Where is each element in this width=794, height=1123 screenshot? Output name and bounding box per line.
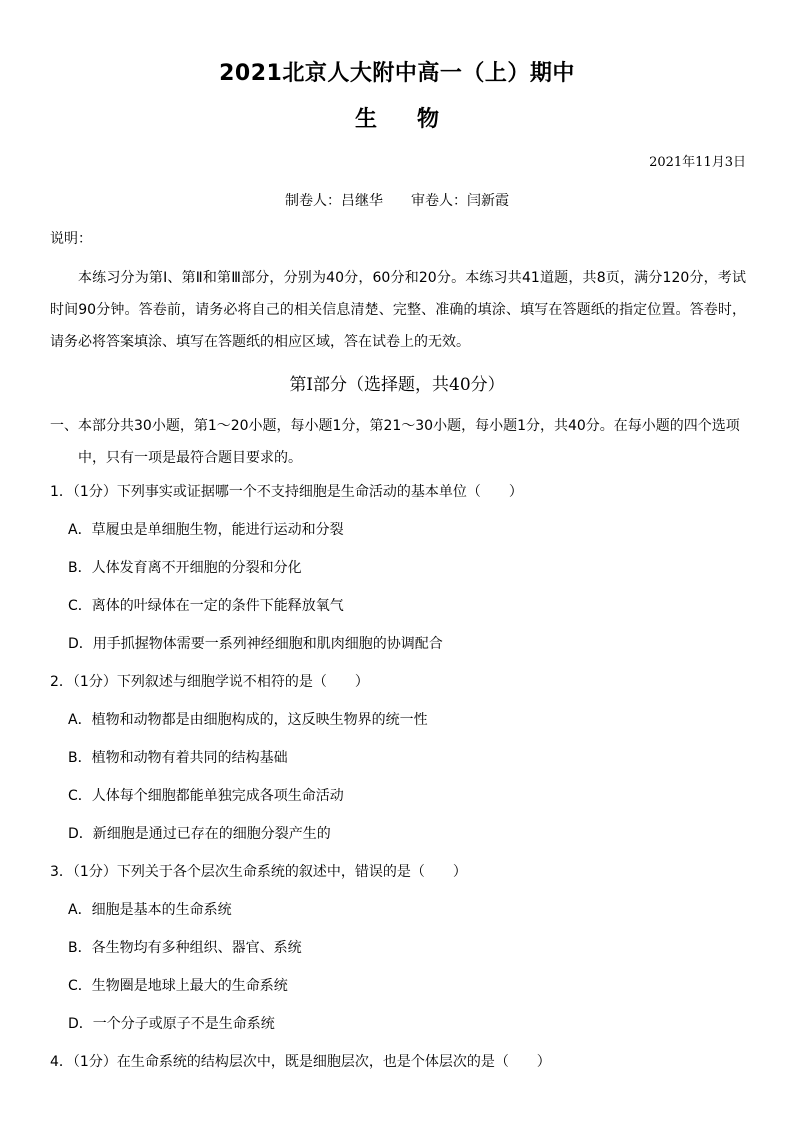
question-3-option-a: A．细胞是基本的生命系统 — [68, 902, 232, 918]
question-3-stem: 3．（1分）下列关于各个层次生命系统的叙述中，错误的是（ ） — [50, 864, 467, 880]
question-1-stem: 1．（1分）下列事实或证据哪一个不支持细胞是生命活动的基本单位（ ） — [50, 484, 523, 500]
part1-title: 第Ⅰ部分（选择题，共40分） — [289, 375, 505, 395]
exam-authors — [0, 190, 794, 210]
question-2-option-a: A．植物和动物都是由细胞构成的，这反映生物界的统一性 — [68, 712, 428, 728]
maker-name: 制卷人：吕继华 — [285, 193, 383, 209]
question-3-option-d: D．一个分子或原子不是生命系统 — [68, 1016, 275, 1032]
question-3-option-b: B．各生物均有多种组织、器官、系统 — [68, 940, 302, 956]
question-2-option-b: B．植物和动物有着共同的结构基础 — [68, 750, 288, 766]
question-1-option-a: A．草履虫是单细胞生物，能进行运动和分裂 — [68, 522, 344, 538]
part1-instructions: 一、本部分共30小题，第1～20小题，每小题1分，第21～30小题，每小题1分，共40分。在每小题的四个选项中，只有一项是最符合题目要求的。 — [50, 418, 740, 466]
reviewer-name: 审卷人：闫新霞 — [411, 193, 509, 209]
exam-title: 2021北京人大附中高一（上）期中 — [219, 61, 575, 86]
exam-subject: 生物 — [354, 107, 479, 132]
question-2-option-d: D．新细胞是通过已存在的细胞分裂产生的 — [68, 826, 331, 842]
notes-label: 说明： — [50, 231, 92, 247]
exam-date: 2021年11月3日 — [649, 155, 746, 170]
question-2-stem: 2．（1分）下列叙述与细胞学说不相符的是（ ） — [50, 674, 369, 690]
question-1-option-b: B．人体发育离不开细胞的分裂和分化 — [68, 560, 302, 576]
question-3-option-c: C．生物圈是地球上最大的生命系统 — [68, 978, 288, 994]
question-2-option-c: C．人体每个细胞都能单独完成各项生命活动 — [68, 788, 344, 804]
notes-body: 本练习分为第Ⅰ、第Ⅱ和第Ⅲ部分，分别为40分，60分和20分。本练习共41道题，共8页，满分120分，考试时间90分钟。答卷前，请务必将自己的相关信息清楚、完整、准确的填涂、填写在答题纸的指定位置。答卷时，请务必将答案填涂、填写在答题纸的相应区域，答在试卷上的无效。 — [50, 270, 746, 350]
question-1-option-d: D．用手抓握物体需要一系列神经细胞和肌肉细胞的协调配合 — [68, 636, 443, 652]
question-4-stem: 4．（1分）在生命系统的结构层次中，既是细胞层次，也是个体层次的是（ ） — [50, 1054, 551, 1070]
question-1-option-c: C．离体的叶绿体在一定的条件下能释放氧气 — [68, 598, 344, 614]
